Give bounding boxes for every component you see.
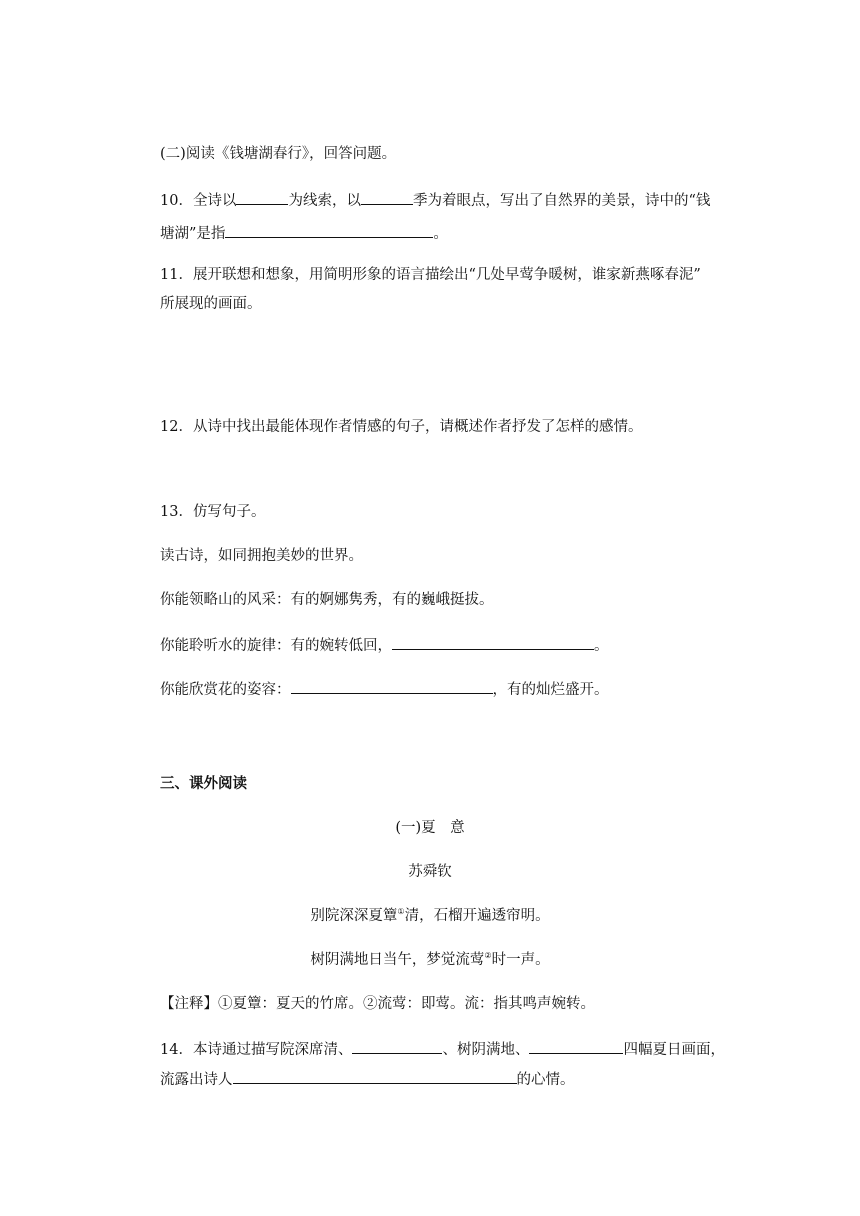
q10-text: 季为着眼点，写出了自然界的美景，诗中的“钱 [412, 193, 711, 209]
section3-heading: 三、课外阅读 [160, 776, 247, 792]
question-14-line2 [160, 1068, 575, 1090]
q10-number: 10． [160, 193, 193, 209]
section2-heading: (二)阅读《钱塘湖春行》，回答问题。 [160, 146, 397, 162]
q13-sentence-4 [160, 678, 609, 700]
q10-blank-lake[interactable] [225, 222, 433, 238]
q13-number: 13． [160, 504, 193, 520]
q13-text: 你能聆听水的旋律：有的婉转低回， [160, 638, 392, 654]
question-14-line1 [160, 1038, 725, 1060]
poem-author: 苏舜钦 [408, 864, 452, 880]
q13-blank-water[interactable] [392, 634, 594, 650]
q10-text: 。 [433, 226, 448, 242]
footnote-marker-2: ② [484, 951, 492, 960]
poem-text: 别院深深夏簟 [310, 908, 398, 924]
q14-text: 本诗通过描写院深席清、 [192, 1042, 353, 1058]
q10-text: 全诗以 [192, 193, 237, 209]
q11-text: 展开联想和想象，用简明形象的语言描绘出“几处早莺争暖树，谁家新燕啄春泥” [192, 267, 701, 283]
q14-text: 的心情。 [516, 1072, 575, 1088]
q13-sentence-3 [160, 634, 609, 656]
q14-text: 流露出诗人 [160, 1072, 233, 1088]
q10-text: 为线索，以 [288, 193, 361, 209]
q14-blank-2[interactable] [529, 1038, 623, 1054]
q14-number: 14． [160, 1042, 193, 1058]
question-11-line1 [160, 265, 701, 285]
q13-sentence-1: 读古诗，如同拥抱美妙的世界。 [160, 548, 363, 564]
q13-sentence-2: 你能领略山的风采：有的婀娜隽秀，有的巍峨挺拔。 [160, 592, 494, 608]
q14-blank-1[interactable] [352, 1038, 442, 1054]
q14-text: 四幅夏日画面， [623, 1042, 725, 1058]
q13-text: 仿写句子。 [192, 504, 266, 520]
q11-number: 11． [160, 267, 193, 283]
question-10-line1 [160, 189, 710, 211]
question-11-line2: 所展现的画面。 [160, 296, 262, 312]
poem-text: 清，石榴开遍透帘明。 [404, 908, 550, 924]
q14-blank-feeling[interactable] [233, 1068, 517, 1084]
poem-note: 【注释】①夏簟：夏天的竹席。②流莺：即莺。流：指其鸣声婉转。 [160, 996, 595, 1012]
question-13 [160, 502, 265, 522]
q10-text: 塘湖”是指 [160, 226, 226, 242]
q13-text: ，有的灿烂盛开。 [492, 682, 609, 698]
q12-number: 12． [160, 419, 193, 435]
q13-text: 你能欣赏花的姿容： [160, 682, 291, 698]
poem-title: (一)夏 意 [395, 820, 465, 836]
q13-text: 。 [594, 638, 609, 654]
question-12 [160, 417, 642, 437]
poem-text: 时一声。 [491, 952, 550, 968]
poem-line-1 [0, 906, 860, 926]
poem-text: 树阴满地日当午，梦觉流莺 [310, 952, 485, 968]
poem-line-2 [0, 950, 860, 970]
q10-blank-clue[interactable] [236, 189, 288, 205]
q12-text: 从诗中找出最能体现作者情感的句子，请概述作者抒发了怎样的感情。 [192, 419, 643, 435]
question-10-line2 [160, 222, 448, 244]
footnote-marker-1: ① [397, 907, 405, 916]
q10-blank-season[interactable] [361, 189, 413, 205]
q14-text: 、树阴满地、 [442, 1042, 530, 1058]
q13-blank-flower[interactable] [291, 678, 493, 694]
